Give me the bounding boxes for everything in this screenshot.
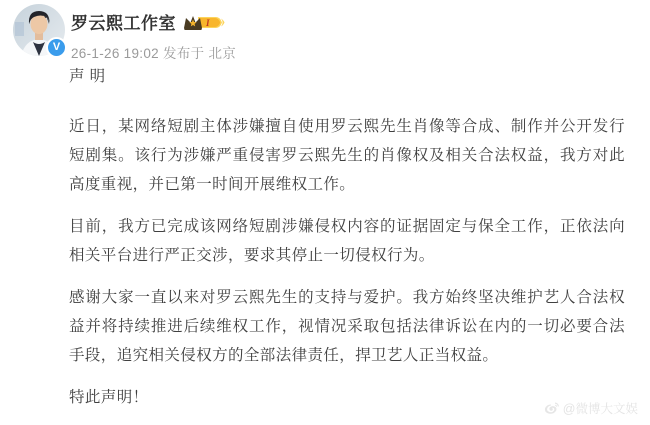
post-header (71, 9, 236, 62)
watermark (544, 399, 638, 417)
vip-crown-badge[interactable] (182, 13, 226, 32)
statement-paragraph: 近日，某网络短剧主体涉嫌擅自使用罗云熙先生肖像等合成、制作并公开发行短剧集。该行为涉嫌严重侵害罗云熙先生的肖像权及相关合法权益，我方对此高度重视，并已第一时间开展维权工作。 (69, 118, 625, 193)
statement-paragraph: 感谢大家一直以来对罗云熙先生的支持与爱护。我方始终坚决维护艺人合法权益并将持续推进后续维权工作，视情况采取包括法律诉讼在内的一切必要合法手段，追究相关侵权方的全部法律责任，捍卫艺人正当权益。 (69, 289, 625, 364)
watermark-text: @微博大文娱 (562, 402, 638, 416)
avatar[interactable] (13, 4, 65, 56)
statement-paragraph: 目前，我方已完成该网络短剧涉嫌侵权内容的证据固定与保全工作，正依法向相关平台进行严正交涉，要求其停止一切侵权行为。 (69, 218, 625, 264)
statement-closing: 特此声明！ (69, 389, 149, 406)
screen-name[interactable]: 罗云熙工作室 (71, 14, 176, 33)
post-content (69, 62, 625, 425)
statement-title: 声 明 (69, 68, 106, 85)
timestamp: 26-1-26 19:02 发布于 北京 (71, 46, 237, 61)
weibo-eye-icon (544, 401, 560, 415)
svg-text:I: I (206, 17, 210, 28)
crown-icon (182, 13, 226, 32)
verified-icon: V (46, 37, 67, 58)
